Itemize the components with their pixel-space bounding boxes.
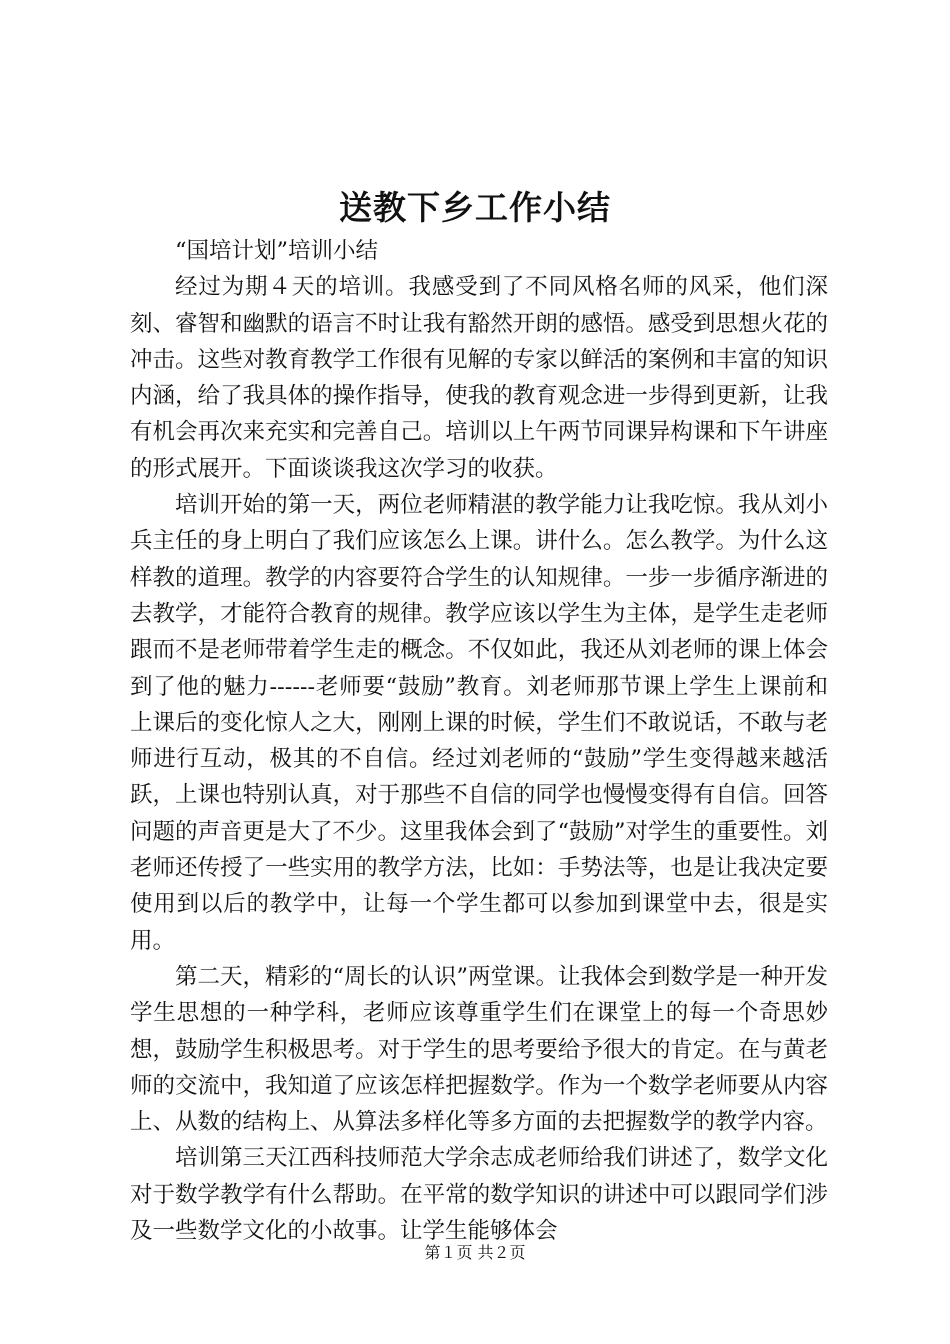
paragraph-3: 第二天，精彩的“周长的认识”两堂课。让我体会到数学是一种开发学生思想的一种学科，老师应该尊重学生们在课堂上的每一个奇思妙想，鼓励学生积极思考。对于学生的思考要给予很大的肯定。在与黄老师的交流中，我知道了应该怎样把握数学。作为一个数学老师要从内容上、从数的结构上、从算法多样化等多方面的去把握数学的教学内容。 xyxy=(130,963,829,1136)
subtitle-line: “国培计划”培训小结 xyxy=(175,238,379,264)
paragraph-2: 培训开始的第一天，两位老师精湛的教学能力让我吃惊。我从刘小兵主任的身上明白了我们应该怎么上课。讲什么。怎么教学。为什么这样教的道理。教学的内容要符合学生的认知规律。一步一步循序渐进的去教学，才能符合教育的规律。教学应该以学生为主体，是学生走老师跟而不是老师带着学生走的概念。不仅如此，我还从刘老师的课上体会到了他的魅力------老师要“鼓励”教育。刘老师那节课上学生上课前和上课后的变化惊人之大，刚刚上课的时候，学生们不敢说话，不敢与老师进行互动，极其的不自信。经过刘老师的“鼓励”学生变得越来越活跃，上课也特别认真，对于那些不自信的同学也慢慢变得有自信。回答问题的声音更是大了不少。这里我体会到了“鼓励”对学生的重要性。刘老师还传授了一些实用的教学方法，比如：手势法等，也是让我决定要使用到以后的教学中，让每一个学生都可以参加到课堂中去，很是实用。 xyxy=(130,492,829,954)
paragraph-4: 培训第三天江西科技师范大学余志成老师给我们讲述了，数学文化对于数学教学有什么帮助。在平常的数学知识的讲述中可以跟同学们涉及一些数学文化的小故事。让学生能够体会 xyxy=(130,1145,828,1245)
document-title: 送教下乡工作小结 xyxy=(339,188,611,227)
page-footer: 第１页 共２页 xyxy=(424,1243,526,1262)
document-body xyxy=(130,233,828,1249)
paragraph-1: 经过为期４天的培训。我感受到了不同风格名师的风采，他们深刻、睿智和幽默的语言不时让我有豁然开朗的感悟。感受到思想火花的冲击。这些对教育教学工作很有见解的专家以鲜活的案例和丰富的知识内涵，给了我具体的操作指导，使我的教育观念进一步得到更新，让我有机会再次来充实和完善自己。培训以上午两节同课异构课和下午讲座的形式展开。下面谈谈我这次学习的收获。 xyxy=(130,274,828,482)
